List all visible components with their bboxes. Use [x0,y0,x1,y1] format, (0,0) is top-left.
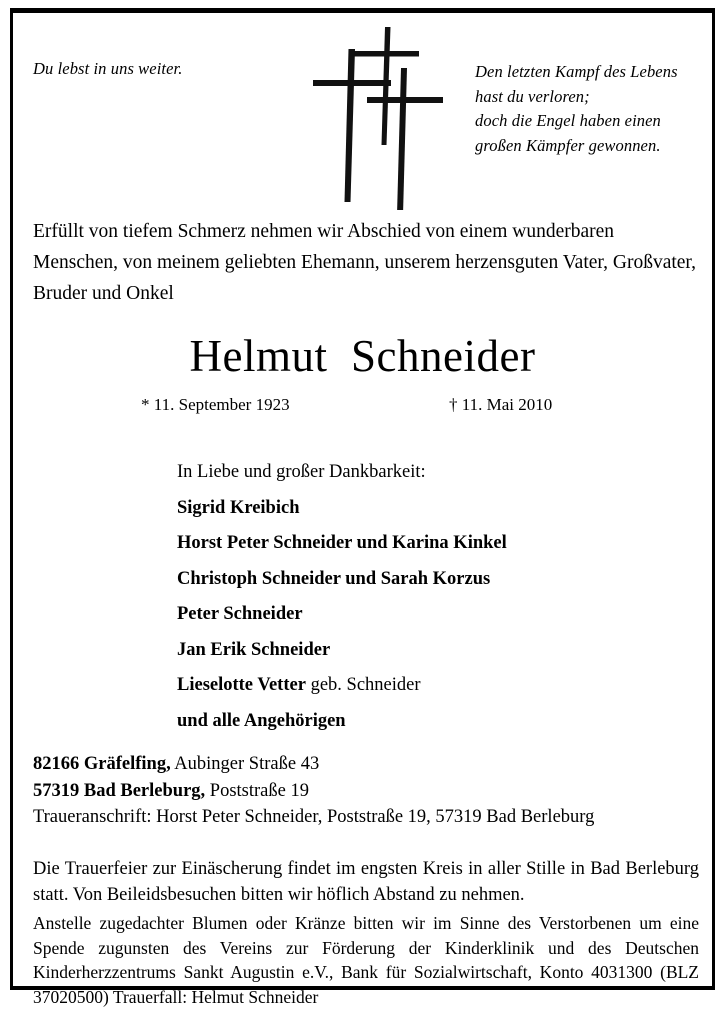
quote-left: Du lebst in uns weiter. [33,59,183,78]
mourners-list [177,455,697,739]
address-place: 57319 Bad Berleburg, [33,780,206,801]
mourner-name: Peter Schneider [177,604,303,624]
life-dates [13,393,712,417]
obituary-notice-frame [10,8,715,1007]
list-item [177,668,697,704]
mourners-intro: In Liebe und großer Dankbarkeit: [177,462,426,482]
list-item [177,633,697,669]
address-block [33,751,697,831]
quote-right-line-4: großen Kämpfer gewonnen. [475,135,661,155]
mourner-name: Sigrid Kreibich [177,497,300,518]
list-item [177,562,697,598]
deceased-name: Helmut Schneider [189,331,536,381]
birth-date: * 11. September 1923 [141,395,290,414]
address-line-1 [33,751,697,778]
mourner-name: Jan Erik Schneider [177,639,331,660]
address-street: Aubinger Straße 43 [170,754,320,774]
death-date: † 11. Mai 2010 [449,395,553,414]
three-crosses-icon [313,25,453,210]
condolence-address: Traueranschrift: Horst Peter Schneider, Poststraße 19, 57319 Bad Berleburg [33,807,595,827]
mourner-name: Horst Peter Schneider und Karina Kinkel [177,533,507,553]
list-item [177,597,697,633]
list-item [177,491,697,527]
quote-right [475,60,715,158]
quote-right-line-2: hast du verloren; [475,86,590,106]
address-street: Poststraße 19 [205,780,309,801]
list-item [177,526,697,562]
mourner-suffix: geb. Schneider [305,675,421,695]
address-place: 82166 Gräfelfing, [33,754,171,774]
header-band [13,13,712,210]
mourner-name: und alle Angehörigen [177,710,346,731]
mourner-name: Christoph Schneider und Sarah Korzus [177,568,491,589]
donation-info-paragraph: Anstelle zugedachter Blumen oder Kränze bitten wir im Sinne des Verstorbenen um eine Spende zugunsten des Vereins zur Förderung der Kinderklinik und des Deutschen Kinderherzzentrums Sankt Augustin e.V., Bank für Sozialwirtschaft, Konto 4031300 (BLZ 37020500) Trauerfall: Helmut Schneider [33,913,699,1007]
mourner-name: Lieselotte Vetter [177,675,306,695]
quote-right-line-1: Den letzten Kampf des Lebens [475,62,678,81]
quote-right-line-3: doch die Engel haben einen [475,111,661,130]
obituary-content [13,13,712,1007]
address-line-2 [33,778,697,805]
lead-paragraph: Erfüllt von tiefem Schmerz nehmen wir Abschied von einem wunderbaren Menschen, von meinem geliebten Ehemann, unserem herzensguten Vater, Großvater, Bruder und Onkel [33,221,697,304]
funeral-info-paragraph: Die Trauerfeier zur Einäscherung findet im engsten Kreis in aller Stille in Bad Berleburg statt. Von Beileidsbesuchen bitten wir höflich Abstand zu nehmen. [33,859,699,905]
list-item [177,704,697,740]
